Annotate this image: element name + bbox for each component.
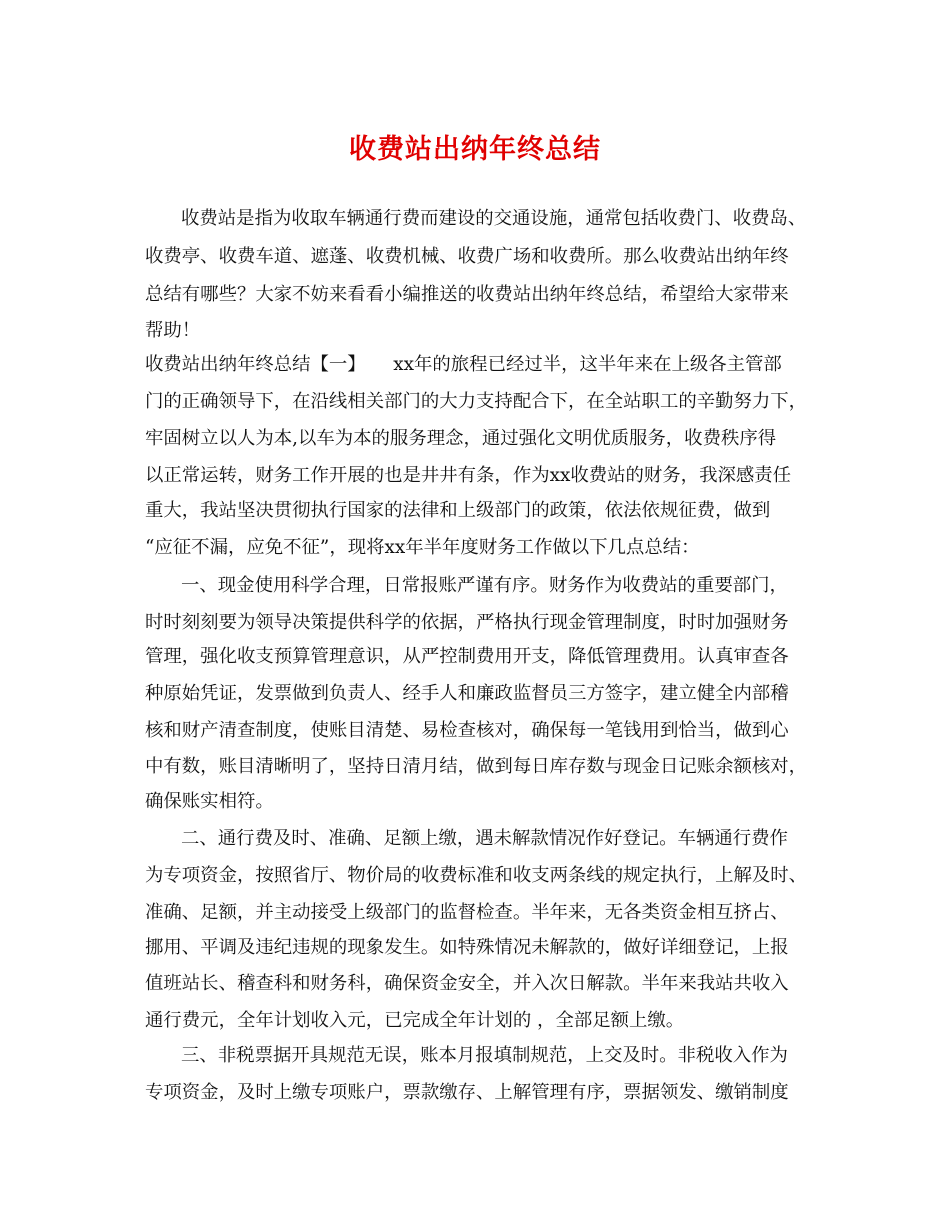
body-line: 挪用、平调及违纪违规的现象发生。如特殊情况未解款的，做好详细登记，上报 <box>145 937 789 958</box>
body-line: 专项资金，及时上缴专项账户，票款缴存、上解管理有序，票据领发、缴销制度 <box>145 1082 789 1103</box>
body-line: “应征不漏，应免不征”，现将xx年半年度财务工作做以下几点总结： <box>145 537 700 558</box>
body-line: 重大，我站坚决贯彻执行国家的法律和上级部门的政策，依法依规征费，做到 <box>145 500 771 521</box>
body-line: 二、通行费及时、准确、足额上缴，遇未解款情况作好登记。车辆通行费作 <box>181 828 788 849</box>
body-line: 管理，强化收支预算管理意识，从严控制费用开支，降低管理费用。认真审查各 <box>145 646 789 667</box>
body-line: 时时刻刻要为领导决策提供科学的依据，严格执行现金管理制度，时时加强财务 <box>145 612 789 633</box>
body-line: 为专项资金，按照省厅、物价局的收费标准和收支两条线的规定执行，上解及时、 <box>145 865 808 886</box>
body-line: 总结有哪些？大家不妨来看看小编推送的收费站出纳年终总结，希望给大家带来 <box>145 284 789 305</box>
body-line: 收费亭、收费车道、遮蓬、收费机械、收费广场和收费所。那么收费站出纳年终 <box>145 246 789 267</box>
body-line: 三、非税票据开具规范无误，账本月报填制规范，上交及时。非税收入作为 <box>181 1045 788 1066</box>
body-line: 帮助！ <box>145 320 201 341</box>
body-line: 核和财产清查制度，使账目清楚、易检查核对，确保每一笔钱用到恰当，做到心 <box>145 720 789 741</box>
body-line: 牢固树立以人为本,以车为本的服务理念，通过强化文明优质服务，收费秩序得 <box>145 428 777 449</box>
document-title: 收费站出纳年终总结 <box>349 134 601 165</box>
body-line: 中有数，账目清晰明了，坚持日清月结，做到每日库存数与现金日记账余额核对， <box>145 756 808 777</box>
body-line: 值班站长、稽查科和财务科，确保资金安全，并入次日解款。半年来我站共收入 <box>145 973 789 994</box>
body-line: 收费站出纳年终总结【一】 xx年的旅程已经过半，这半年来在上级各主管部 <box>145 354 782 375</box>
body-line: 一、现金使用科学合理，日常报账严谨有序。财务作为收费站的重要部门， <box>181 575 788 596</box>
body-line: 准确、足额，并主动接受上级部门的监督检查。半年来，无各类资金相互挤占、 <box>145 902 789 923</box>
body-line: 门的正确领导下，在沿线相关部门的大力支持配合下，在全站职工的辛勤努力下， <box>145 391 808 412</box>
body-line: 以正常运转，财务工作开展的也是井井有条，作为xx收费站的财务，我深感责任 <box>145 465 792 486</box>
body-line: 种原始凭证，发票做到负责人、经手人和廉政监督员三方签字，建立健全内部稽 <box>145 683 789 704</box>
body-line: 通行费元，全年计划收入元，已完成全年计划的 ，全部足额上缴。 <box>145 1010 685 1031</box>
body-line: 确保账实相符。 <box>145 791 274 812</box>
body-line: 收费站是指为收取车辆通行费而建设的交通设施，通常包括收费门、收费岛、 <box>181 208 807 229</box>
